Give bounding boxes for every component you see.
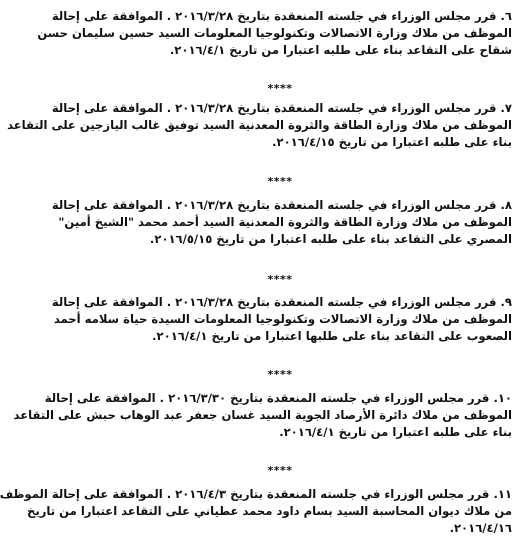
separator: **** — [267, 273, 293, 286]
separator: **** — [267, 368, 293, 381]
decision-line — [51, 294, 512, 311]
decision-line — [51, 8, 512, 25]
decision-item-8 — [51, 197, 512, 248]
item-number: ١٠. — [493, 391, 512, 405]
separator: **** — [267, 464, 293, 477]
decision-item-6 — [37, 8, 512, 59]
item-number: ٧. — [500, 101, 512, 115]
item-number: ٦. — [500, 9, 512, 23]
decision-item-10 — [13, 390, 512, 441]
separator: **** — [267, 82, 293, 95]
decision-text: قرر مجلس الوزراء في جلسته المنعقدة بتاريخ ٢٠١٦/٣/٢٨ . الموافقة على إحالة — [51, 295, 497, 309]
decision-line — [0, 486, 512, 503]
decision-item-9 — [51, 294, 512, 345]
decision-text: قرر مجلس الوزراء في جلسته المنعقدة بتاريخ ٢٠١٦/٣/٢٨ . الموافقة على إحالة — [51, 198, 497, 212]
decision-text: الموظف من ملاك وزارة الطاقة والثروة المعدنية السيد توفيق غالب اليازجين على التقاعد — [7, 118, 512, 132]
decision-item-7 — [7, 100, 512, 151]
decision-text: ٢٠١٦/٤/١٦. — [449, 521, 512, 535]
decision-text: بناء على طلبه اعتبارا من تاريخ ٢٠١٦/٤/١. — [279, 425, 512, 439]
decision-text: من ملاك ديوان المحاسبة السيد بسام داود محمد عطياني على التقاعد اعتبارا من تاريخ — [27, 504, 512, 518]
item-number: ٨. — [500, 198, 512, 212]
item-number: ١١. — [493, 487, 512, 501]
decision-item-11 — [0, 486, 512, 537]
decision-text: الموظف من ملاك دائرة الأرصاد الجوية السيد غسان جعفر عبد الوهاب حبش على التقاعد — [13, 408, 512, 422]
decision-text: قرر مجلس الوزراء في جلسته المنعقدة بتاريخ ٢٠١٦/٣/٣٠ . الموافقة على إحالة — [44, 391, 490, 405]
decision-line — [51, 197, 512, 214]
decision-text: بناء على طلبه اعتبارا من تاريخ ٢٠١٦/٤/١٥. — [272, 135, 512, 149]
decision-text: شقاح على التقاعد بناء على طلبه اعتبارا من تاريخ ٢٠١٦/٤/١. — [169, 43, 512, 57]
decision-line — [51, 100, 512, 117]
separator: **** — [267, 175, 293, 188]
item-number: ٩. — [500, 295, 512, 309]
decision-text: المصري على التقاعد بناء على طلبه اعتبارا من تاريخ ٢٠١٦/٥/١٥. — [149, 232, 512, 246]
decision-line — [44, 390, 512, 407]
decision-text: الصعوب على التقاعد بناء على طلبها اعتبارا من تاريخ ٢٠١٦/٤/١. — [152, 329, 512, 343]
decision-text: الموظف من ملاك وزارة الطاقة والثروة المعدنية السيد أحمد محمد "الشيخ أمين" — [58, 215, 512, 229]
decision-text: الموظف من ملاك وزارة الاتصالات وتكنولوجيا المعلومات السيدة حياة سلامه أحمد — [53, 312, 512, 326]
decision-text: قرر مجلس الوزراء في جلسته المنعقدة بتاريخ ٢٠١٦/٤/٣ . الموافقة على إحالة الموظف — [0, 487, 490, 501]
decision-text: قرر مجلس الوزراء في جلسته المنعقدة بتاريخ ٢٠١٦/٣/٢٨ . الموافقة على إحالة — [51, 9, 497, 23]
decision-text: قرر مجلس الوزراء في جلسته المنعقدة بتاريخ ٢٠١٦/٣/٢٨ . الموافقة على إحالة — [51, 101, 497, 115]
decision-text: الموظف من ملاك وزارة الاتصالات وتكنولوجيا المعلومات السيد حسين سليمان حسن — [37, 26, 512, 40]
